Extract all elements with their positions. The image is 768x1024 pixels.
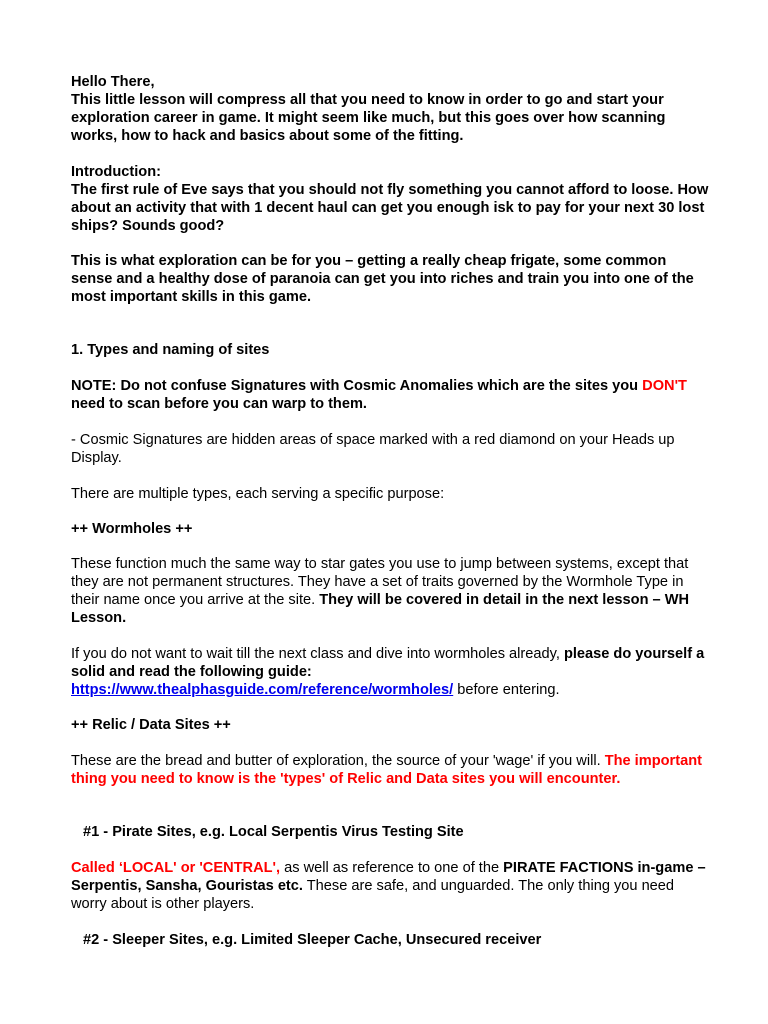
- sleeper-heading: #2 - Sleeper Sites, e.g. Limited Sleeper Cache, Unsecured receiver: [83, 932, 542, 948]
- guide-bold: please do yourself a solid and read the following guide:: [71, 646, 705, 680]
- wormholes-body-bold: They will be covered in detail in the next lesson – WH Lesson.: [71, 592, 690, 626]
- signatures-body: - Cosmic Signatures are hidden areas of space marked with a red diamond on your Heads up Display.: [71, 432, 675, 466]
- pirate-body: [71, 859, 711, 913]
- note-part1: NOTE: Do not confuse Signatures with Cosmic Anomalies which are the sites you: [71, 378, 643, 394]
- greeting: Hello There,: [71, 74, 155, 90]
- wormholes-body: [71, 555, 711, 627]
- wormholes-heading: ++ Wormholes ++: [71, 521, 193, 537]
- pirate-plain2: These are safe, and unguarded. The only thing you need worry about is other players.: [71, 878, 675, 912]
- introduction-body: The first rule of Eve says that you should not fly something you cannot afford to loose. How about an activity that with 1 decent haul can get you enough isk to pay for your next 30 lost ships? Sounds good?: [71, 182, 709, 234]
- relic-red: The important thing you need to know is the 'types' of Relic and Data sites you will encounter.: [71, 753, 702, 787]
- relic-body: [71, 752, 711, 788]
- intro-text: This little lesson will compress all that you need to know in order to go and start your exploration career in game. It might seem like much, but this goes over how scanning works, how to hack and basics about some of the fitting.: [71, 92, 666, 144]
- pirate-red: Called ‘LOCAL' or 'CENTRAL',: [71, 860, 281, 876]
- pirate-heading: #1 - Pirate Sites, e.g. Local Serpentis Virus Testing Site: [83, 824, 464, 840]
- greeting-and-intro: [71, 73, 711, 145]
- pirate-bold: PIRATE FACTIONS in-game – Serpentis, Sansha, Gouristas etc.: [71, 860, 706, 894]
- relic-plain: These are the bread and butter of exploration, the source of your 'wage' if you will.: [71, 753, 605, 769]
- guide-after: before entering.: [453, 682, 560, 698]
- note-part2: need to scan before you can warp to them.: [71, 396, 367, 412]
- section1-heading: 1. Types and naming of sites: [71, 342, 270, 358]
- wormhole-guide-link[interactable]: https://www.thealphasguide.com/reference/wormholes/: [71, 682, 454, 698]
- wormholes-body-plain: These function much the same way to star gates you use to jump between systems, except that they are not permanent structures. They have a set of traits governed by the Wormhole Type in their name once you arrive at the site.: [71, 556, 689, 608]
- guide-paragraph: [71, 645, 711, 699]
- pirate-plain1: as well as reference to one of the: [280, 860, 504, 876]
- relic-heading: ++ Relic / Data Sites ++: [71, 717, 231, 733]
- multiple-types: There are multiple types, each serving a specific purpose:: [71, 486, 445, 502]
- exploration-body: This is what exploration can be for you – getting a really cheap frigate, some common sense and a healthy dose of paranoia can get you into riches and train you into one of the most important skills in this game.: [71, 253, 694, 305]
- introduction-heading: Introduction:: [71, 164, 161, 180]
- note-paragraph: [71, 377, 711, 413]
- note-red: DON'T: [642, 378, 687, 394]
- guide-plain: If you do not want to wait till the next class and dive into wormholes already,: [71, 646, 564, 662]
- introduction-section: [71, 163, 711, 235]
